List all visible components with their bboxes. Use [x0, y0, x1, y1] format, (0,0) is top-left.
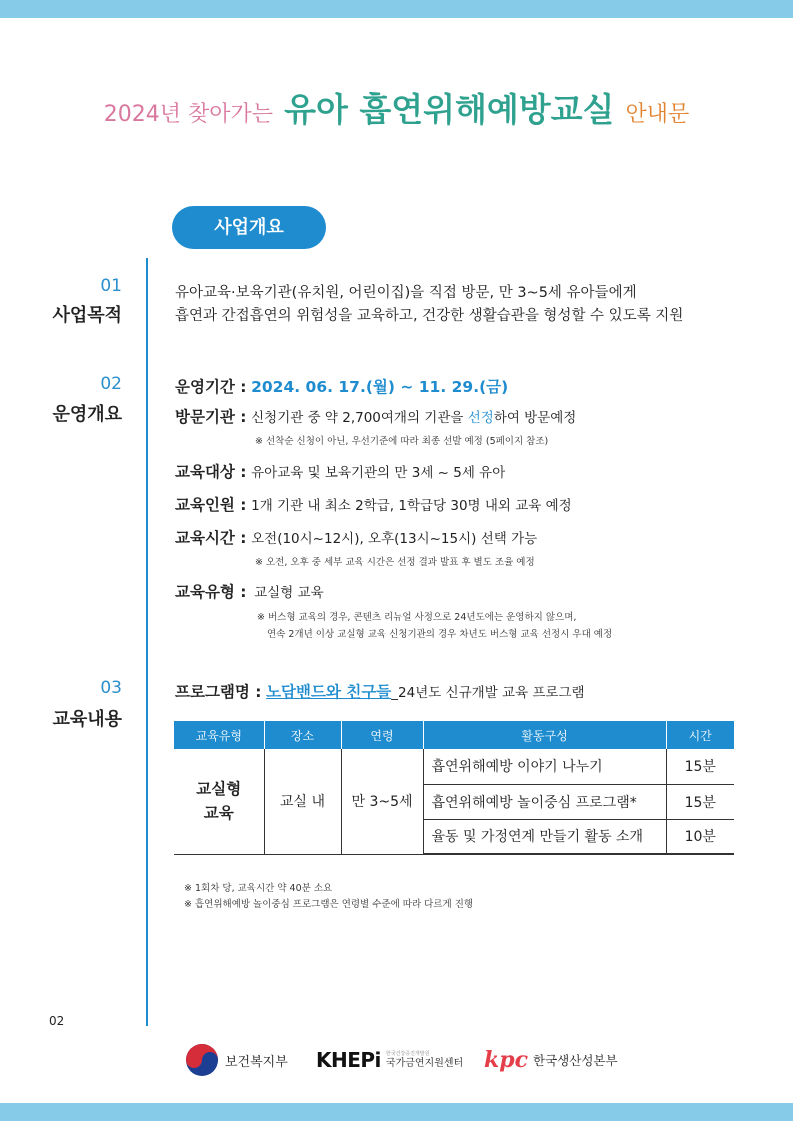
top-band — [0, 0, 793, 18]
purpose-line-1: 유아교육·보육기관(유치원, 어린이집)을 직접 방문, 만 3~5세 유아들에게 — [175, 285, 637, 301]
type-row — [175, 580, 324, 602]
personnel-row — [175, 493, 572, 515]
header-age: 연령 — [341, 721, 423, 749]
program-suffix: _24년도 신규개발 교육 프로그램 — [391, 685, 585, 701]
khepi-small-text: 한국건강증진개발원 — [385, 1050, 430, 1057]
type-note-2: 연속 2개년 이상 교실형 교육 신청기관의 경우 차년도 버스형 교육 선정시 우대 예정 — [267, 629, 613, 640]
section-number-03: 03 — [100, 678, 122, 698]
kpc-mark: kpc — [484, 1047, 529, 1073]
program-row — [175, 680, 585, 702]
section-title-content: 교육내용 — [52, 709, 122, 730]
header-time: 시간 — [666, 721, 734, 749]
cell-activity: 흡연위해예방 놀이중심 프로그램* — [423, 784, 666, 819]
type-value: 교실형 교육 — [254, 585, 324, 601]
personnel-label: 교육인원 : — [175, 496, 247, 514]
time-value: 오전(10시~12시), 오후(13시~15시) 선택 가능 — [251, 531, 538, 547]
page-number: 02 — [49, 1014, 65, 1028]
cell-activity: 율동 및 가정연계 만들기 활동 소개 — [423, 819, 666, 854]
target-row — [175, 460, 505, 482]
taeguk-icon — [186, 1044, 218, 1076]
vertical-divider — [146, 258, 148, 1026]
cell-type — [174, 749, 264, 854]
purpose-line-2: 흡연과 간접흡연의 위험성을 교육하고, 건강한 생활습관을 형성할 수 있도록 지원 — [175, 308, 684, 324]
period-value: 2024. 06. 17.(월) ~ 11. 29.(금) — [251, 378, 509, 396]
visit-note: ※ 선착순 신청이 아닌, 우선기준에 따라 최종 선발 예정 (5페이지 참조) — [255, 436, 549, 447]
table-row — [174, 749, 734, 784]
program-table — [174, 721, 734, 855]
section-number-01: 01 — [100, 276, 122, 296]
khepi-name: 국가금연지원센터 — [385, 1057, 464, 1069]
target-label: 교육대상 : — [175, 463, 247, 481]
program-label: 프로그램명 : — [175, 683, 262, 701]
cell-activity: 흡연위해예방 이야기 나누기 — [423, 749, 666, 784]
visit-value-pre: 신청기관 중 약 2,700여개의 기관을 — [251, 410, 468, 426]
visit-value-highlight: 선정 — [467, 410, 494, 426]
personnel-value: 1개 기관 내 최소 2학급, 1학급당 30명 내외 교육 예정 — [251, 498, 572, 514]
table-note-1: ※ 1회차 당, 교육시간 약 40분 소요 — [184, 883, 333, 894]
visit-value-post: 하여 방문예정 — [493, 410, 577, 426]
time-row — [175, 526, 537, 548]
period-label: 운영기간 : — [175, 378, 247, 396]
khepi-logo — [316, 1042, 463, 1078]
mohw-name: 보건복지부 — [225, 1054, 288, 1070]
cell-place: 교실 내 — [264, 749, 341, 854]
section-pill: 사업개요 — [172, 206, 326, 249]
section-title-operation: 운영개요 — [52, 404, 122, 425]
footer-logos — [0, 1042, 793, 1078]
page-title — [0, 84, 793, 131]
visit-label: 방문기관 : — [175, 408, 247, 426]
type-note-1: ※ 버스형 교육의 경우, 콘텐츠 리뉴얼 사정으로 24년도에는 운영하지 않으며, — [257, 612, 577, 623]
section-title-purpose: 사업목적 — [52, 305, 122, 326]
table-note-2: ※ 흡연위해예방 놀이중심 프로그램은 연령별 수준에 따라 다르게 진행 — [184, 899, 474, 910]
cell-time: 10분 — [666, 819, 734, 854]
type-line-2: 교육 — [203, 804, 234, 823]
header-activity: 활동구성 — [423, 721, 666, 749]
time-label: 교육시간 : — [175, 529, 247, 547]
target-value: 유아교육 및 보육기관의 만 3세 ~ 5세 유아 — [251, 465, 506, 481]
visit-row — [175, 405, 576, 427]
khepi-mark: KHEPi — [316, 1048, 381, 1072]
type-line-1: 교실형 — [196, 780, 242, 799]
header-place: 장소 — [264, 721, 341, 749]
title-main: 유아 흡연위해예방교실 — [284, 90, 615, 129]
title-suffix: 안내문 — [625, 102, 690, 127]
type-label: 교육유형 : — [175, 583, 247, 601]
header-type: 교육유형 — [174, 721, 264, 749]
program-name: 노담밴드와 친구들 — [266, 683, 392, 701]
kpc-logo — [484, 1042, 618, 1078]
cell-time: 15분 — [666, 784, 734, 819]
bottom-band — [0, 1103, 793, 1121]
section-number-02: 02 — [100, 374, 122, 394]
table-header-row — [174, 721, 734, 749]
title-prefix: 2024년 찾아가는 — [103, 102, 273, 127]
cell-time: 15분 — [666, 749, 734, 784]
mohw-logo — [186, 1042, 288, 1078]
kpc-name: 한국생산성본부 — [533, 1053, 618, 1068]
cell-age: 만 3~5세 — [341, 749, 423, 854]
time-note: ※ 오전, 오후 중 세부 교육 시간은 선정 결과 발표 후 별도 조율 예정 — [255, 557, 535, 568]
period-row — [175, 375, 508, 397]
